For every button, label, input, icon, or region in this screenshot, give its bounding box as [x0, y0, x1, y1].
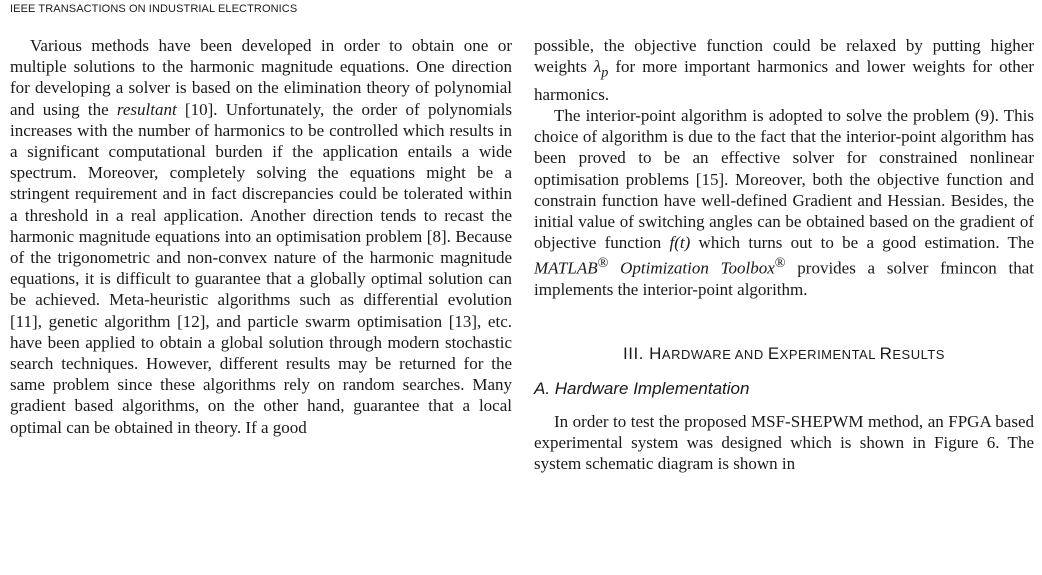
- subsection-heading: A. Hardware Implementation: [534, 378, 750, 398]
- paragraph: possible, the objective function could be relaxed by putting higher weights $\lambda_p$ for more important harmonics and lower weights for other harmonics.: [534, 36, 1034, 104]
- left-column: [10, 35, 512, 438]
- math-term: resultant: [116, 99, 177, 119]
- math-matlab: MATLAB: [534, 259, 598, 279]
- paragraph: The interior-point algorithm is adopted to solve the problem (9). This choice of algorithm is due to the fact that the interior-point algorithm has been proved to be an effective solver for constrained nonlinear optimisation problems [15]. Moreover, both the objective function and constrain function have well-defined Gradient and Hessian. Besides, the initial value of switching angles can be obtained based on the gradient of objective function f(t) which turns out to be a good estimation. The MATLAB® Optimization Toolbox® provides a solver fmincon that implements the interior-point algorithm.: [534, 106, 1035, 300]
- math-ft: f(t): [669, 233, 691, 253]
- math-lambda: λ: [593, 57, 602, 77]
- right-column: [534, 35, 1034, 475]
- paragraph: Various methods have been developed in order to obtain one or multiple solutions to the harmonic magnitude equations. One direction for developing a solver is based on the elimination theory of polynomial and using the resultant [10]. Unfortunately, the order of polynomials increases with the number of harmonics to be controlled which results in a significant computational burden if the application entails a wide spectrum. Moreover, completely solving the equations might be a stringent requirement and in fact discrepancies could be tolerated within a threshold in a real application. Another direction tends to recast the harmonic magnitude equations into an optimisation problem [8]. Because of the trigonometric and non-convex nature of the harmonic magnitude equations, it is difficult to guarantee that a globally optimal solution can be achieved. Meta-heuristic algorithms such as differential evolution [11], genetic algorithm [12], and particle swarm optimisation [13], etc. have been applied to obtain a global solution through modern stochastic search techniques. However, different results may be returned for the same problem since these algorithms rely on random searches. Many gradient based algorithms, on the other hand, guarantee that a local optimal can be obtained in theory. If a good: [10, 36, 513, 437]
- function-name: fmincon: [940, 259, 997, 279]
- paragraph: In order to test the proposed MSF-SHEPWM method, an FPGA based experimental system was designed which is shown in Figure 6. The system schematic diagram is shown in: [534, 411, 1034, 474]
- section-heading: III. HARDWARE AND EXPERIMENTAL RESULTS: [623, 344, 945, 364]
- running-header: IEEE TRANSACTIONS ON INDUSTRIAL ELECTRONICS: [10, 3, 298, 15]
